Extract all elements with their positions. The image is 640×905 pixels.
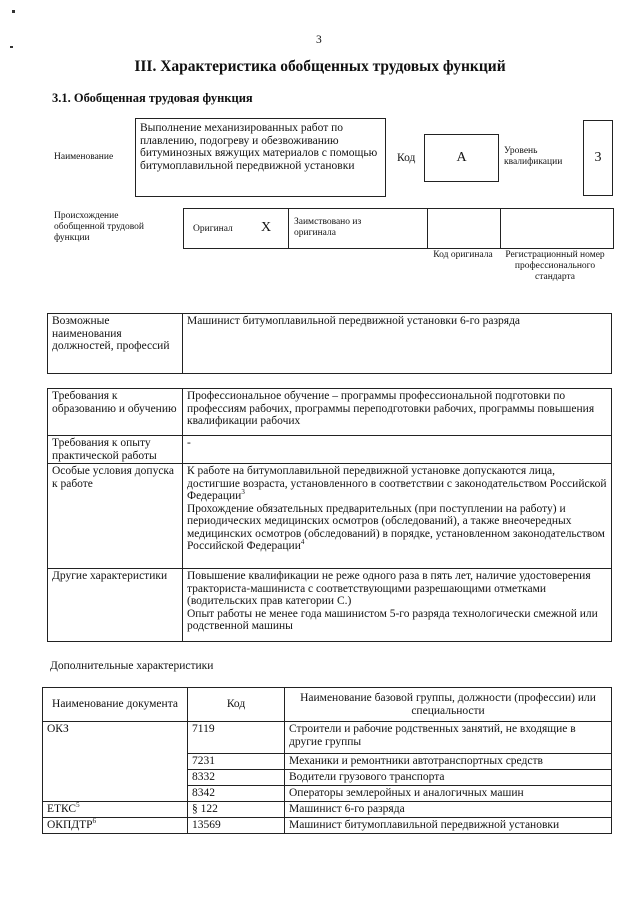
- page-number: 3: [316, 34, 322, 46]
- origin-divider: [427, 208, 428, 249]
- subsection-title: 3.1. Обобщенная трудовая функция: [52, 91, 253, 105]
- code-cell: 8332: [188, 770, 285, 786]
- doc-cell: [43, 786, 188, 802]
- name-label: Наименование: [54, 152, 114, 162]
- doc-cell: [43, 818, 188, 834]
- header-doc: Наименование документа: [43, 688, 188, 722]
- name-cell: Машинист 6-го разряда: [285, 802, 612, 818]
- positions-label: Возможные наименования должностей, профессий: [48, 314, 183, 374]
- req-label-conditions: Особые условия допуска к работе: [48, 464, 183, 569]
- scan-mark: [12, 10, 15, 13]
- header-code: Код: [188, 688, 285, 722]
- req-value-experience: -: [183, 436, 612, 464]
- positions-value: Машинист битумоплавильной передвижной установки 6-го разряда: [183, 314, 612, 374]
- positions-table: [47, 313, 612, 374]
- additional-title: Дополнительные характеристики: [50, 660, 214, 672]
- code-value: A: [424, 134, 499, 182]
- level-label: Уровень квалификации: [504, 146, 563, 167]
- name-cell: Машинист битумоплавильной передвижной установки: [285, 818, 612, 834]
- doc-name: ЕТКС: [47, 803, 77, 815]
- scan-mark: [10, 46, 13, 48]
- origin-divider: [288, 208, 289, 249]
- additional-table: [42, 687, 612, 834]
- origin-label: Происхождение обобщенной трудовой функции: [54, 211, 144, 243]
- doc-cell: [43, 722, 188, 754]
- req-value-conditions: [183, 464, 612, 569]
- doc-cell: [43, 802, 188, 818]
- original-label: Оригинал: [193, 224, 233, 234]
- conditions-text-b: Прохождение обязательных предварительных (при поступлении на работу) и периодических медицинских осмотров (обследований), а также внеочередных медицинских осмотров (обследований) в порядке, установленном законодательством Российской Федерации: [187, 502, 605, 552]
- footnote-ref: 3: [241, 488, 245, 497]
- reg-number-caption: Регистрационный номер профессионального стандарта: [505, 250, 605, 282]
- footnote-ref: 4: [300, 538, 305, 547]
- borrowed-label: Заимствовано из оригинала: [294, 217, 362, 238]
- name-cell: Операторы землеройных и аналогичных машин: [285, 786, 612, 802]
- doc-cell: [43, 754, 188, 770]
- requirements-table: [47, 388, 612, 642]
- doc-cell: [43, 770, 188, 786]
- header-name: Наименование базовой группы, должности (профессии) или специальности: [285, 688, 612, 722]
- req-value-education: Профессиональное обучение – программы профессиональной подготовки по профессиям рабочих, программы переподготовки рабочих, программы повышения квалификации рабочих: [183, 389, 612, 436]
- original-mark: X: [261, 220, 272, 235]
- other-text-a: Повышение квалификации не реже одного раза в пять лет, наличие удостоверения тракториста-машиниста с соответствующими разрешающими отметками (водительских прав категории C.): [187, 570, 591, 607]
- name-value: Выполнение механизированных работ по плавлению, подогреву и обезвоживанию битуминозных вяжущих материалов с помощью битумоплавильной передвижной установки: [135, 118, 386, 197]
- req-label-other: Другие характеристики: [48, 569, 183, 642]
- level-value: 3: [583, 120, 613, 196]
- req-value-other: [183, 569, 612, 642]
- doc-name: ОКЗ: [47, 723, 69, 735]
- name-cell: Механики и ремонтники автотранспортных средств: [285, 754, 612, 770]
- code-cell: 8342: [188, 786, 285, 802]
- doc-name: ОКПДТР: [47, 819, 93, 831]
- code-cell: 7119: [188, 722, 285, 754]
- code-cell: § 122: [188, 802, 285, 818]
- req-label-education: Требования к образованию и обучению: [48, 389, 183, 436]
- req-label-experience: Требования к опыту практической работы: [48, 436, 183, 464]
- footnote-ref: 5: [76, 801, 80, 810]
- name-cell: Строители и рабочие родственных занятий, не входящие в другие группы: [285, 722, 612, 754]
- section-title: III. Характеристика обобщенных трудовых функций: [134, 58, 506, 75]
- other-text-b: Опыт работы не менее года машинистом 5-го разряда технологически смежной или родственной машины: [187, 607, 598, 632]
- code-cell: 13569: [188, 818, 285, 834]
- footnote-ref: 6: [92, 817, 97, 826]
- origin-divider: [500, 208, 501, 249]
- code-label: Код: [397, 152, 416, 164]
- name-cell: Водители грузового транспорта: [285, 770, 612, 786]
- code-original-caption: Код оригинала: [433, 250, 493, 260]
- conditions-text-a: К работе на битумоплавильной передвижной установке допускаются лица, достигшие возраста, установленного в соответствии с законодательством Российской Федерации: [187, 465, 607, 502]
- code-cell: 7231: [188, 754, 285, 770]
